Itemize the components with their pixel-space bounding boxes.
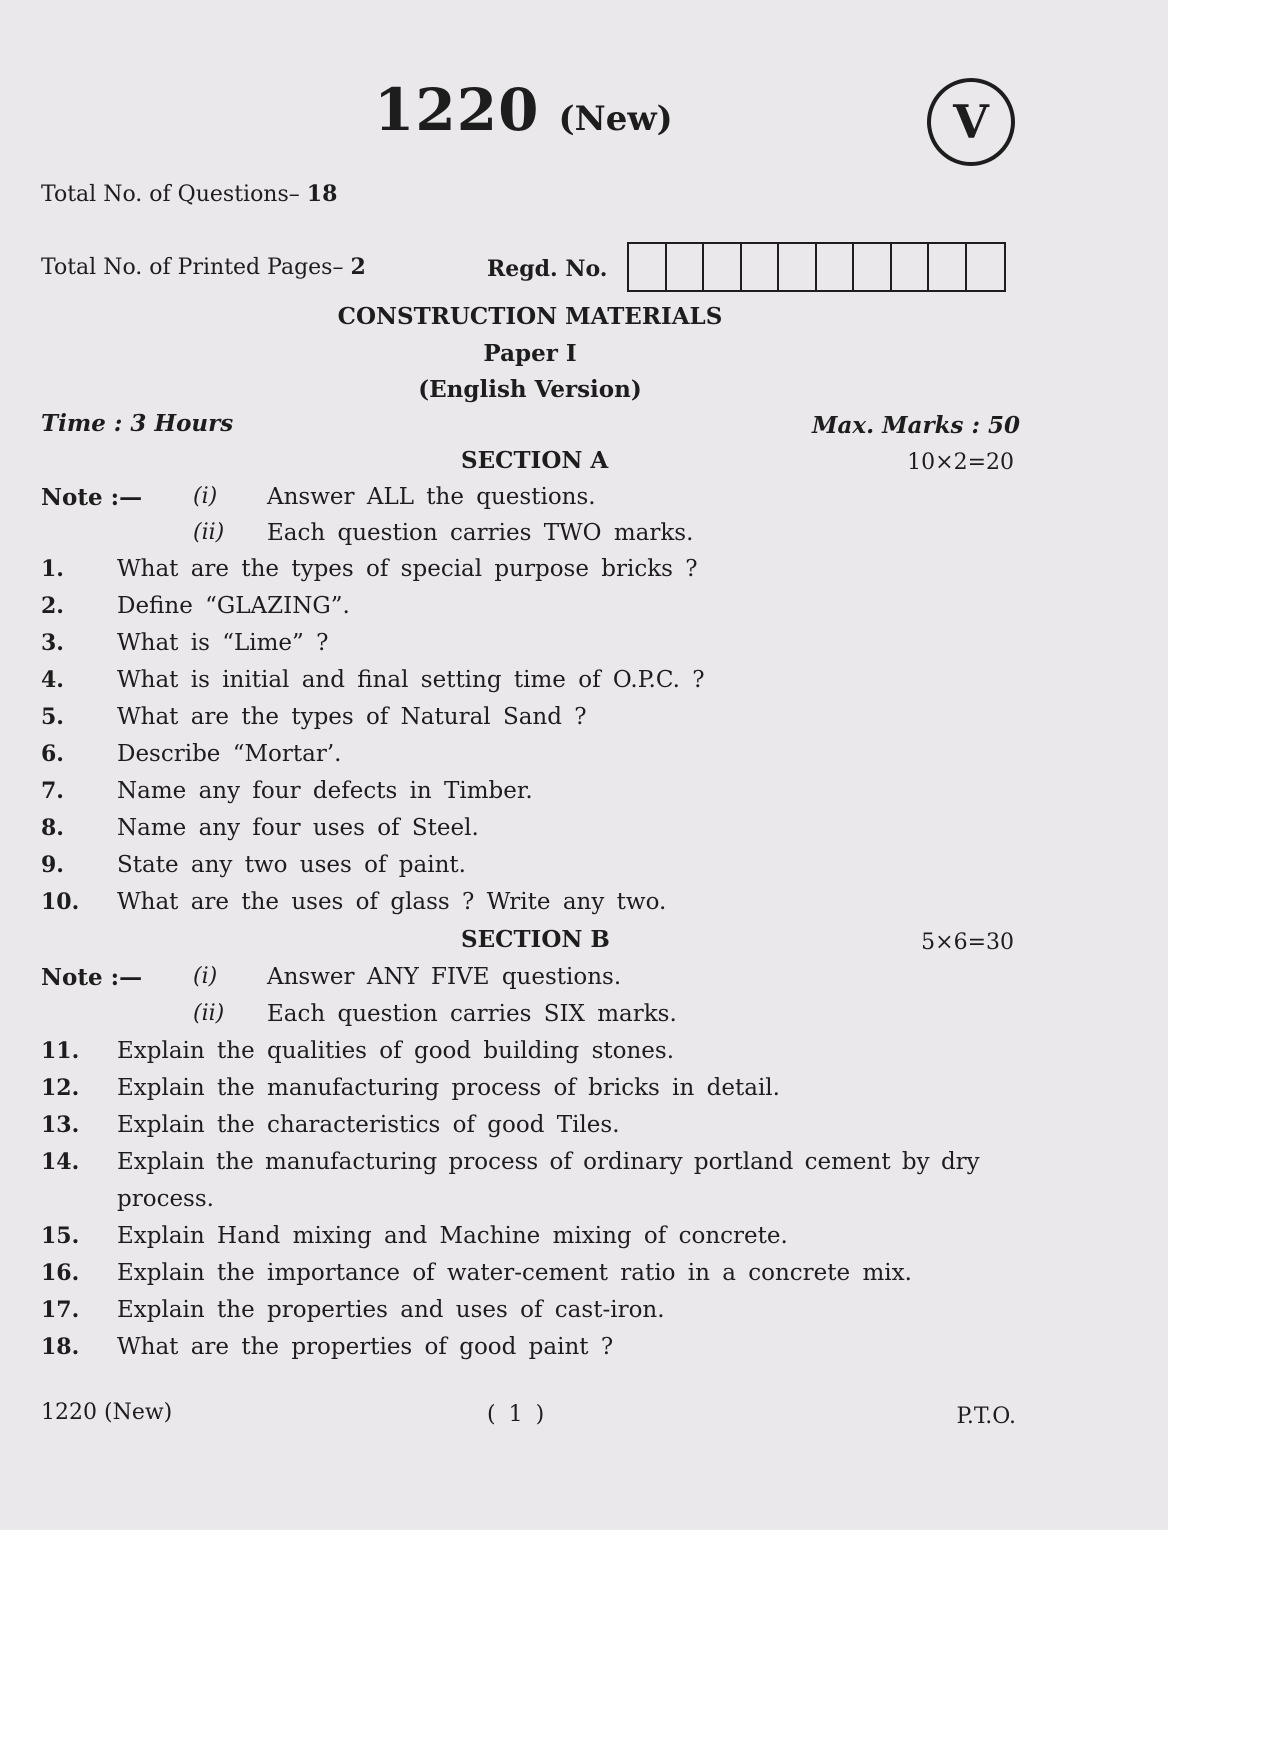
regd-box bbox=[854, 244, 892, 290]
question-number: 3. bbox=[41, 630, 64, 656]
regd-box bbox=[892, 244, 930, 290]
footer-code: 1220 (New) bbox=[41, 1400, 173, 1425]
version-badge-letter: V bbox=[953, 95, 989, 149]
question-text: Explain the importance of water-cement ratio in a concrete mix. bbox=[117, 1260, 912, 1286]
paper-code bbox=[374, 76, 673, 144]
question-text: Explain the properties and uses of cast-iron. bbox=[117, 1297, 665, 1323]
question-number: 16. bbox=[41, 1260, 80, 1286]
question-text: Explain the manufacturing process of ordinary portland cement by dry bbox=[117, 1149, 980, 1175]
regd-number-boxes bbox=[627, 242, 1006, 292]
regd-box bbox=[629, 244, 667, 290]
question-number: 7. bbox=[41, 778, 64, 804]
regd-box bbox=[967, 244, 1005, 290]
question-number: 9. bbox=[41, 852, 64, 878]
section-a-note-label: Note :— bbox=[41, 484, 143, 511]
question-number: 18. bbox=[41, 1334, 80, 1360]
pto-label: P.T.O. bbox=[956, 1404, 1016, 1429]
question-number: 11. bbox=[41, 1038, 80, 1064]
section-a-note-text: Answer ALL the questions. bbox=[267, 484, 596, 510]
regd-box bbox=[817, 244, 855, 290]
section-b-note-text: Each question carries SIX marks. bbox=[267, 1001, 677, 1027]
paper-code-suffix: (New) bbox=[558, 99, 673, 139]
question-text: Explain the manufacturing process of bricks in detail. bbox=[117, 1075, 780, 1101]
total-questions-value: 18 bbox=[306, 181, 338, 207]
section-a-note-text: Each question carries TWO marks. bbox=[267, 520, 694, 546]
question-number: 14. bbox=[41, 1149, 80, 1175]
question-text: Explain the qualities of good building stones. bbox=[117, 1038, 675, 1064]
question-number: 5. bbox=[41, 704, 64, 730]
question-text: State any two uses of paint. bbox=[117, 852, 466, 878]
exam-time: Time : 3 Hours bbox=[41, 410, 234, 437]
regd-box bbox=[704, 244, 742, 290]
question-number: 17. bbox=[41, 1297, 80, 1323]
total-pages-value: 2 bbox=[350, 254, 366, 280]
regd-box bbox=[667, 244, 705, 290]
regd-box bbox=[929, 244, 967, 290]
question-text: Name any four defects in Timber. bbox=[117, 778, 533, 804]
max-marks: Max. Marks : 50 bbox=[812, 412, 1020, 439]
question-text: Explain Hand mixing and Machine mixing of concrete. bbox=[117, 1223, 788, 1249]
question-number: 8. bbox=[41, 815, 64, 841]
paper-code-number: 1220 bbox=[374, 76, 540, 144]
section-a-marks: 10×2=20 bbox=[907, 450, 1014, 475]
section-a-note-num: (i) bbox=[193, 484, 218, 509]
question-number: 15. bbox=[41, 1223, 80, 1249]
total-questions bbox=[41, 181, 337, 207]
question-text: Explain the characteristics of good Tiles. bbox=[117, 1112, 620, 1138]
total-pages-label: Total No. of Printed Pages– bbox=[41, 255, 344, 280]
section-b-marks: 5×6=30 bbox=[921, 930, 1014, 955]
question-number: 10. bbox=[41, 889, 80, 915]
question-number: 2. bbox=[41, 593, 64, 619]
page-number: ( 1 ) bbox=[487, 1402, 545, 1427]
section-b-note-label: Note :— bbox=[41, 964, 143, 991]
question-text: What are the properties of good paint ? bbox=[117, 1334, 614, 1360]
question-text: Describe “Mortar’. bbox=[117, 741, 342, 767]
question-text: What are the types of special purpose bricks ? bbox=[117, 556, 698, 582]
section-a-note-num: (ii) bbox=[193, 520, 225, 545]
regd-box bbox=[779, 244, 817, 290]
section-b-heading: SECTION B bbox=[461, 926, 610, 953]
question-text: Define “GLAZING”. bbox=[117, 593, 350, 619]
total-pages bbox=[41, 254, 366, 280]
regd-label: Regd. No. bbox=[487, 256, 608, 282]
section-b-note-num: (i) bbox=[193, 964, 218, 989]
question-text-continued: process. bbox=[117, 1186, 214, 1212]
paper-number: Paper I bbox=[483, 340, 577, 367]
question-text: What is “Lime” ? bbox=[117, 630, 329, 656]
question-number: 13. bbox=[41, 1112, 80, 1138]
question-number: 12. bbox=[41, 1075, 80, 1101]
question-text: Name any four uses of Steel. bbox=[117, 815, 479, 841]
question-text: What are the uses of glass ? Write any two. bbox=[117, 889, 667, 915]
question-number: 1. bbox=[41, 556, 64, 582]
question-text: What is initial and final setting time of O.P.C. ? bbox=[117, 667, 705, 693]
question-number: 4. bbox=[41, 667, 64, 693]
subject-title: CONSTRUCTION MATERIALS bbox=[337, 303, 723, 330]
language-version: (English Version) bbox=[418, 376, 642, 403]
question-text: What are the types of Natural Sand ? bbox=[117, 704, 587, 730]
total-questions-label: Total No. of Questions– bbox=[41, 182, 300, 207]
section-a-heading: SECTION A bbox=[461, 447, 609, 474]
version-badge bbox=[927, 78, 1015, 166]
regd-box bbox=[742, 244, 780, 290]
section-b-note-num: (ii) bbox=[193, 1001, 225, 1026]
section-b-note-text: Answer ANY FIVE questions. bbox=[267, 964, 622, 990]
question-number: 6. bbox=[41, 741, 64, 767]
